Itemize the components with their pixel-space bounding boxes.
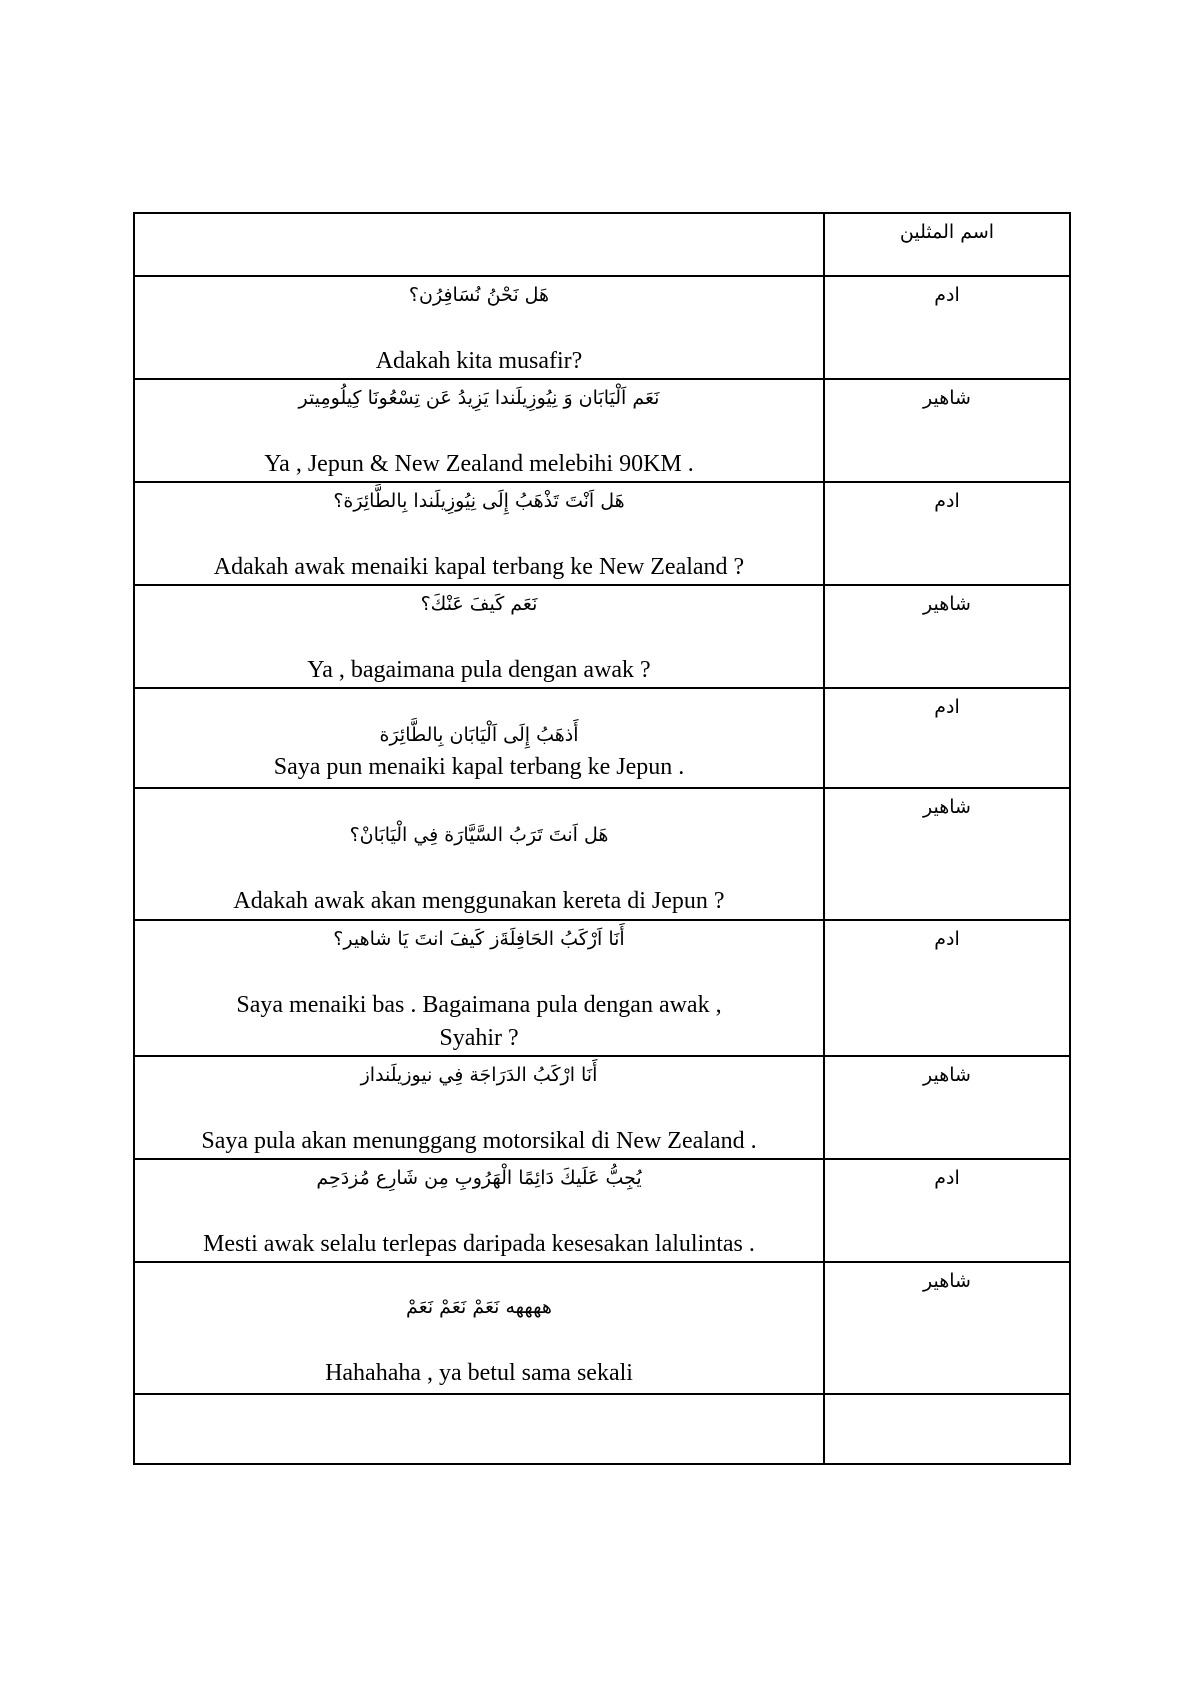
dialogue-cell xyxy=(134,1056,824,1159)
speaker-cell xyxy=(824,1262,1070,1394)
speaker-cell xyxy=(824,482,1070,585)
header-row xyxy=(134,213,1070,276)
header-name-cell xyxy=(824,213,1070,276)
dialogue-cell xyxy=(134,1159,824,1262)
arabic-line: هَل نَحْنُ نُسَافِرُن؟ xyxy=(408,284,550,306)
dialogue-cell xyxy=(134,379,824,482)
malay-line: Hahahaha , ya betul sama sekali xyxy=(325,1360,633,1386)
speaker-name: شاهير xyxy=(923,1064,971,1086)
dialogue-cell xyxy=(134,482,824,585)
speaker-name: ادم xyxy=(934,696,960,718)
empty-name-cell xyxy=(824,1394,1070,1464)
table-row xyxy=(134,482,1070,585)
speaker-cell xyxy=(824,379,1070,482)
dialogue-cell xyxy=(134,788,824,920)
malay-line: Adakah awak menaiki kapal terbang ke New Zealand ? xyxy=(213,554,745,580)
malay-line: Ya , bagaimana pula dengan awak ? xyxy=(307,657,651,683)
table-row xyxy=(134,276,1070,379)
malay-line: Adakah kita musafir? xyxy=(375,348,583,374)
table-row xyxy=(134,920,1070,1056)
speaker-name: شاهير xyxy=(923,593,971,615)
empty-text-cell xyxy=(134,1394,824,1464)
speaker-name: ادم xyxy=(934,284,960,306)
speaker-name: شاهير xyxy=(923,1270,971,1292)
empty-row xyxy=(134,1394,1070,1464)
malay-line: Saya pula akan menunggang motorsikal di New Zealand . xyxy=(201,1128,757,1154)
speaker-cell xyxy=(824,688,1070,788)
malay-line: Saya menaiki bas . Bagaimana pula dengan awak , Syahir ? xyxy=(236,992,722,1051)
speaker-cell xyxy=(824,585,1070,688)
name-column-header: اسم المثلين xyxy=(899,221,995,243)
dialogue-cell xyxy=(134,688,824,788)
arabic-line: نَعَم كَيفَ عَنْكَ؟ xyxy=(420,593,538,615)
header-text-cell xyxy=(134,213,824,276)
dialogue-cell xyxy=(134,276,824,379)
table-row xyxy=(134,688,1070,788)
speaker-cell xyxy=(824,788,1070,920)
arabic-line: ههههه نَعَمْ نَعَمْ نَعَمْ xyxy=(406,1296,552,1318)
table-row xyxy=(134,1056,1070,1159)
speaker-name: ادم xyxy=(934,928,960,950)
malay-line: Mesti awak selalu terlepas daripada kesesakan lalulintas . xyxy=(203,1231,755,1257)
arabic-line: أَنَا ارْكَبُ الدَرَاجَة فِي نيوزيلَنداز xyxy=(360,1064,598,1086)
table-row xyxy=(134,1262,1070,1394)
malay-line: Saya pun menaiki kapal terbang ke Jepun . xyxy=(273,754,685,780)
dialogue-cell xyxy=(134,585,824,688)
arabic-line: هَل اَنتَ تَرَبُ السَّيَّارَة فِي الْيَابَانْ؟ xyxy=(349,824,609,846)
speaker-cell xyxy=(824,1159,1070,1262)
malay-line: Ya , Jepun & New Zealand melebihi 90KM . xyxy=(264,451,694,477)
speaker-name: شاهير xyxy=(923,387,971,409)
dialogue-cell xyxy=(134,1262,824,1394)
arabic-line: أَنَا اَرْكَبُ الحَافِلَةَز كَيفَ انتَ يَا شاهير؟ xyxy=(333,928,625,950)
speaker-cell xyxy=(824,276,1070,379)
arabic-line: نَعَم اَلْيَابَان وَ نِيُوزِيلَندا يَزِيدُ عَن تِسْعُونَا كِيلُومِيتر xyxy=(298,387,660,409)
malay-line: Adakah awak akan menggunakan kereta di Jepun ? xyxy=(233,888,725,914)
speaker-name: ادم xyxy=(934,1167,960,1189)
table-row xyxy=(134,788,1070,920)
table-row xyxy=(134,1159,1070,1262)
speaker-cell xyxy=(824,920,1070,1056)
arabic-line: يُجِبُّ عَلَيكَ دَائِمًا الْهَرُوبِ مِن شَارِع مُزدَحِم xyxy=(316,1167,642,1189)
dialogue-table xyxy=(133,212,1071,1465)
table-row xyxy=(134,379,1070,482)
speaker-name: ادم xyxy=(934,490,960,512)
arabic-line: أَذهَبُ إِلَى اَلْيَابَان بِالطَّائِرَة xyxy=(379,724,579,746)
table-row xyxy=(134,585,1070,688)
speaker-name: شاهير xyxy=(923,796,971,818)
arabic-line: هَل اَنْتَ تَذْهَبُ إِلَى نِيُوزِيلَندا بِالطَّائِرَة؟ xyxy=(333,490,625,512)
speaker-cell xyxy=(824,1056,1070,1159)
dialogue-cell xyxy=(134,920,824,1056)
